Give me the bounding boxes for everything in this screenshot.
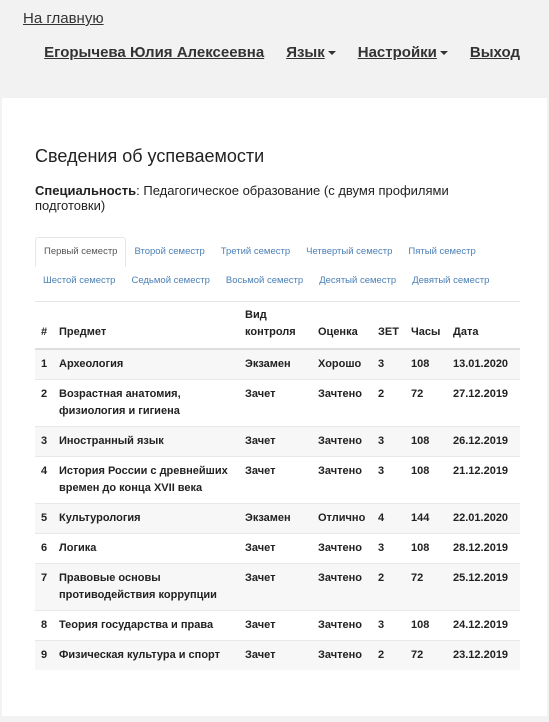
col-header-control-type: Вид контроля	[239, 303, 312, 349]
cell-date: 24.12.2019	[447, 611, 520, 641]
table-row	[35, 641, 520, 671]
cell-number: 3	[35, 427, 53, 457]
cell-hours: 108	[405, 611, 447, 641]
cell-number: 8	[35, 611, 53, 641]
col-header-hours: Часы	[405, 303, 447, 349]
cell-subject: Теория государства и права	[53, 611, 239, 641]
language-menu[interactable]	[286, 44, 336, 61]
cell-control-type: Зачет	[239, 427, 312, 457]
table-row	[35, 380, 520, 427]
tab-semester-1[interactable]: Первый семестр	[35, 237, 126, 267]
table-row	[35, 564, 520, 611]
cell-credits: 2	[372, 641, 405, 671]
logout-link[interactable]: Выход	[469, 44, 520, 61]
cell-hours: 108	[405, 534, 447, 564]
cell-grade: Зачтено	[312, 564, 372, 611]
tab-semester-5[interactable]: Пятый семестр	[408, 246, 476, 257]
tab-semester-4[interactable]: Четвертый семестр	[306, 246, 393, 257]
cell-control-type: Зачет	[239, 534, 312, 564]
cell-credits: 3	[372, 534, 405, 564]
tab-row-1	[35, 237, 520, 266]
table-row	[35, 457, 520, 504]
caret-down-icon	[328, 51, 336, 55]
cell-number: 9	[35, 641, 53, 671]
tabs-divider	[35, 301, 520, 302]
cell-grade: Зачтено	[312, 380, 372, 427]
cell-grade: Отлично	[312, 504, 372, 534]
cell-credits: 3	[372, 427, 405, 457]
cell-control-type: Зачет	[239, 641, 312, 671]
col-header-grade: Оценка	[312, 303, 372, 349]
semester-tabs	[35, 237, 520, 295]
cell-number: 2	[35, 380, 53, 427]
cell-credits: 3	[372, 611, 405, 641]
cell-control-type: Зачет	[239, 457, 312, 504]
cell-grade: Зачтено	[312, 611, 372, 641]
cell-hours: 72	[405, 380, 447, 427]
cell-control-type: Экзамен	[239, 349, 312, 380]
tab-semester-3[interactable]: Третий семестр	[220, 246, 291, 257]
cell-hours: 108	[405, 427, 447, 457]
cell-subject: Возрастная анатомия, физиология и гигиена	[53, 380, 239, 427]
tab-semester-8[interactable]: Восьмой семестр	[225, 275, 304, 286]
content-panel	[2, 98, 547, 716]
tab-semester-6[interactable]: Шестой семестр	[43, 275, 116, 286]
cell-date: 26.12.2019	[447, 427, 520, 457]
cell-subject: Иностранный язык	[53, 427, 239, 457]
settings-menu[interactable]	[358, 44, 448, 61]
col-header-number: #	[35, 303, 53, 349]
cell-grade: Зачтено	[312, 457, 372, 504]
cell-hours: 144	[405, 504, 447, 534]
language-menu-label: Язык	[286, 44, 325, 61]
col-header-subject: Предмет	[53, 303, 239, 349]
cell-number: 1	[35, 349, 53, 380]
cell-control-type: Зачет	[239, 564, 312, 611]
cell-subject: Культурология	[53, 504, 239, 534]
cell-hours: 72	[405, 564, 447, 611]
page-title: Сведения об успеваемости	[35, 146, 265, 166]
settings-menu-label: Настройки	[357, 44, 437, 61]
cell-hours: 72	[405, 641, 447, 671]
grades-table-body	[35, 349, 520, 670]
cell-hours: 108	[405, 349, 447, 380]
caret-down-icon	[440, 51, 448, 55]
table-row	[35, 349, 520, 380]
cell-subject: Археология	[53, 349, 239, 380]
cell-number: 4	[35, 457, 53, 504]
grades-table	[35, 303, 520, 670]
table-row	[35, 427, 520, 457]
cell-number: 7	[35, 564, 53, 611]
cell-number: 6	[35, 534, 53, 564]
cell-grade: Хорошо	[312, 349, 372, 380]
tab-row-2	[35, 266, 520, 295]
cell-date: 13.01.2020	[447, 349, 520, 380]
cell-date: 23.12.2019	[447, 641, 520, 671]
cell-subject: Физическая культура и спорт	[53, 641, 239, 671]
cell-grade: Зачтено	[312, 427, 372, 457]
cell-credits: 3	[372, 457, 405, 504]
cell-date: 21.12.2019	[447, 457, 520, 504]
cell-date: 25.12.2019	[447, 564, 520, 611]
col-header-credits: ЗЕТ	[372, 303, 405, 349]
top-bar	[0, 0, 549, 98]
home-link[interactable]: На главную	[23, 10, 104, 27]
cell-grade: Зачтено	[312, 534, 372, 564]
cell-date: 27.12.2019	[447, 380, 520, 427]
col-header-date: Дата	[447, 303, 520, 349]
cell-hours: 108	[405, 457, 447, 504]
cell-date: 22.01.2020	[447, 504, 520, 534]
cell-credits: 3	[372, 349, 405, 380]
specialty-value: : Педагогическое образование (с двумя профилями подготовки)	[35, 183, 449, 213]
user-name-link[interactable]: Егорычева Юлия Алексеевна	[44, 44, 265, 61]
table-row	[35, 611, 520, 641]
cell-subject: Логика	[53, 534, 239, 564]
cell-credits: 4	[372, 504, 405, 534]
tab-semester-9[interactable]: Девятый семестр	[412, 275, 490, 286]
cell-subject: История России с древнейших времен до конца XVII века	[53, 457, 239, 504]
main-nav	[44, 44, 520, 61]
table-row	[35, 534, 520, 564]
cell-credits: 2	[372, 380, 405, 427]
specialty-info	[35, 183, 505, 213]
cell-grade: Зачтено	[312, 641, 372, 671]
cell-subject: Правовые основы противодействия коррупции	[53, 564, 239, 611]
cell-control-type: Зачет	[239, 380, 312, 427]
tab-semester-10[interactable]: Десятый семестр	[319, 275, 397, 286]
specialty-label: Специальность	[35, 183, 137, 198]
table-header-row	[35, 303, 520, 349]
cell-control-type: Экзамен	[239, 504, 312, 534]
cell-number: 5	[35, 504, 53, 534]
tab-semester-7[interactable]: Седьмой семестр	[131, 275, 210, 286]
table-row	[35, 504, 520, 534]
tab-semester-2[interactable]: Второй семестр	[134, 246, 205, 257]
cell-date: 28.12.2019	[447, 534, 520, 564]
cell-control-type: Зачет	[239, 611, 312, 641]
cell-credits: 2	[372, 564, 405, 611]
